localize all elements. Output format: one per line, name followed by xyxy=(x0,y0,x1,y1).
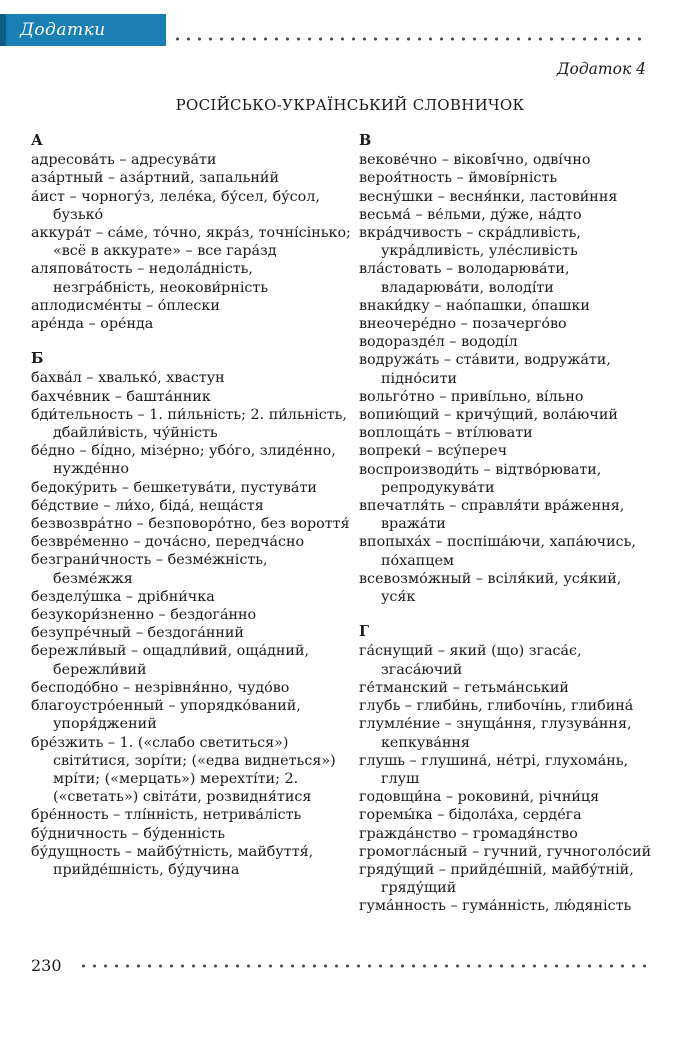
section-letter: Г xyxy=(359,623,370,641)
dictionary-entry: безвре́менно – доча́сно, передча́сно xyxy=(31,534,305,551)
dictionary-entry: безграни́чность – безме́жність, безме́жжя xyxy=(31,552,268,587)
dictionary-entry: глубь – глиби́нь, глибочі́нь, глибина́ xyxy=(359,698,634,715)
section-b xyxy=(31,350,351,879)
dictionary-entry: безупре́чный – бездога́нний xyxy=(31,625,244,642)
dictionary-entry: бре́нность – тлі́нність, нетрива́лість xyxy=(31,807,302,824)
dictionary-entry: бди́тельность – 1. пи́льність; 2. пи́льність, дбайли́вість, чу́йність xyxy=(31,406,347,442)
dictionary-entry: аза́ртный – аза́ртний, запальни́й xyxy=(31,170,279,187)
dictionary-entry: аре́нда – оре́нда xyxy=(31,316,154,333)
dictionary-entry: безделу́шка – дрібни́чка xyxy=(31,588,215,605)
dictionary-entry: бахва́л – хвалько́, хвастун xyxy=(31,370,225,387)
tab-marker xyxy=(0,14,6,46)
dictionary-entry: бедоку́рить – бешкетува́ти, пустува́ти xyxy=(31,479,317,496)
right-column xyxy=(359,132,659,933)
dictionary-entry: га́снущий – який (що) згаса́є, згаса́ючий xyxy=(359,643,582,678)
dictionary-entry: громогла́сный – гучний, гучноголо́сий xyxy=(359,843,652,860)
dictionary-entry: бесподо́бно – незрівня́нно, чудо́во xyxy=(31,679,290,696)
dictionary-entry: внаки́дку – нао́пашки, о́пашки xyxy=(359,297,590,314)
dictionary-entry: водоразде́л – вододі́л xyxy=(359,334,518,351)
dictionary-entry: вла́стовать – володарюва́ти, владарюва́ти, володі́ти xyxy=(359,261,570,296)
dictionary-entry: воспроизводи́ть – відтво́рювати, репродукува́ти xyxy=(359,461,602,496)
dictionary-entry: гума́нность – гума́нність, лю́дяність xyxy=(359,898,632,915)
dictionary-entry: бе́дно – бі́дно, мізе́рно; убо́го, злиде́нно, нужде́нно xyxy=(31,443,336,478)
dictionary-entry: годовщи́на – роковини́, річни́ця xyxy=(359,789,600,806)
dictionary-entry: бу́дущность – майбу́тність, майбуття́, прийде́шність, бу́дучина xyxy=(31,843,314,878)
dictionary-entry: горемы́ка – бідола́ха, серде́га xyxy=(359,807,582,824)
section-letter: А xyxy=(31,132,43,149)
dictionary-entry: ге́тманский – гетьма́нський xyxy=(359,679,569,696)
dictionary-entry: водружа́ть – ста́вити, водружа́ти, підно́сити xyxy=(359,352,611,387)
section-tab-label: Додатки xyxy=(20,20,106,40)
dictionary-entry: вероя́тность – ймові́рність xyxy=(359,170,558,187)
left-column xyxy=(31,132,351,896)
dictionary-entry: вопреки́ – всу́переч xyxy=(359,443,508,460)
dictionary-entry: а́ист – чорногу́з, леле́ка, бу́сел, бу́сол, бузько́ xyxy=(31,188,320,223)
bottom-dotted-rule xyxy=(78,964,646,968)
section-letter: Б xyxy=(31,350,44,368)
dictionary-entry: аляпова́тость – недола́дність, незгра́бність, неокови́рність xyxy=(31,261,269,296)
dictionary-entry: благоустро́енный – упорядко́ваний, упоря́джений xyxy=(31,698,301,733)
dictionary-entry: впопыха́х – поспіша́ючи, хапа́ючись, по́хапцем xyxy=(359,534,636,569)
section-v xyxy=(359,132,659,606)
dictionary-entry: безукори́зненно – бездога́нно xyxy=(31,607,257,624)
dictionary-entry: бе́дствие – ли́хо, біда́, неща́стя xyxy=(31,497,264,514)
dictionary-entry: гряду́щий – прийде́шній, майбу́тній, гряду́щий xyxy=(359,861,634,897)
dictionary-entry: аккура́т – са́ме, то́чно, якра́з, точні́сінько; «всё в аккурате» – все гара́зд xyxy=(31,225,351,260)
dictionary-entry: воплоща́ть – вті́лювати xyxy=(359,425,533,442)
dictionary-entry: гражда́нство – громадя́нство xyxy=(359,825,578,842)
dictionary-entry: глушь – глушина́, не́трі, глухома́нь, глуш xyxy=(359,752,629,787)
dictionary-entry: бережли́вый – ощадли́вий, оща́дний, бережли́вий xyxy=(31,643,310,678)
dictionary-entry: векове́чно – віковí́чно, одві́чно xyxy=(359,152,591,169)
section-tab xyxy=(0,14,166,46)
dictionary-entry: аплодисме́нты – о́плески xyxy=(31,297,220,314)
top-dotted-rule xyxy=(172,37,648,41)
section-a xyxy=(31,132,351,333)
dictionary-entry: вопию́щий – кричу́щий, вола́ючий xyxy=(359,407,618,424)
page-number: 230 xyxy=(31,956,62,975)
dictionary-entry: весну́шки – весня́нки, ластови́ння xyxy=(359,188,618,205)
dictionary-entry: бу́дничность – бу́денність xyxy=(31,825,226,842)
dictionary-entry: всевозмо́жный – всіля́кий, уся́кий, уся́к xyxy=(359,570,622,606)
dictionary-entry: вкра́дчивость – скра́дливість, укра́дливість, уле́сливість xyxy=(359,225,581,260)
section-g xyxy=(359,623,659,915)
dictionary-entry: адресова́ть – адресува́ти xyxy=(31,152,217,169)
dictionary-entry: бахче́вник – башта́нник xyxy=(31,388,211,405)
dictionary-entry: впечатля́ть – справля́ти вра́ження, вража́ти xyxy=(359,498,625,533)
dictionary-entry: безвозвра́тно – безповоро́тно, без вороття́ xyxy=(31,516,350,533)
dictionary-entry: бре́зжить – 1. («слабо светиться») світи́тися, зорі́ти; («едва виднеться») мрі́ти; («мерцать») мерехті́ти; 2. («светать») світа́ти, розвидня́тися xyxy=(31,734,336,806)
dictionary-entry: вольго́тно – приві́льно, ві́льно xyxy=(359,388,584,405)
page-title: РОСІЙСЬКО-УКРАЇНСЬКИЙ СЛОВНИЧОК xyxy=(175,96,525,114)
appendix-label: Додаток 4 xyxy=(556,60,646,78)
section-letter: В xyxy=(359,132,372,149)
dictionary-entry: внеочере́дно – позачерго́во xyxy=(359,316,567,333)
dictionary-entry: весьма́ – ве́льми, ду́же, на́дто xyxy=(359,206,582,223)
dictionary-entry: глумле́ние – знуща́ння, глузува́ння, кепкува́ння xyxy=(359,716,632,751)
